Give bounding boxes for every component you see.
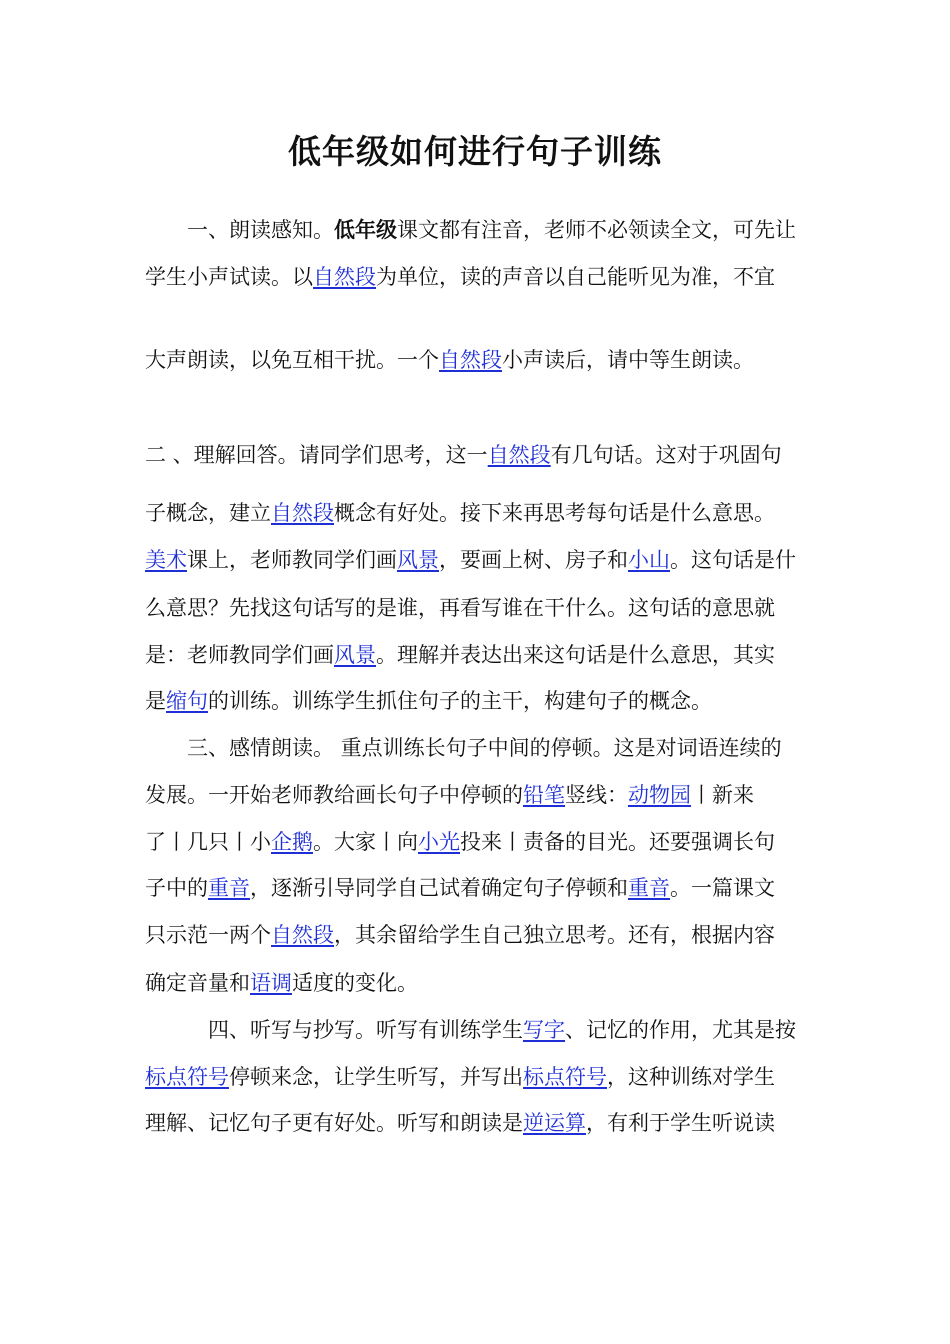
text-line (145, 215, 796, 245)
text-segment: 停顿来念，让学生听写，并写出 (229, 1065, 523, 1089)
text-line (145, 1062, 775, 1092)
text-segment: 发展。一开始老师教给画长句子中停顿的 (145, 783, 523, 807)
keyword-link[interactable]: 标点符号 (145, 1065, 229, 1089)
keyword-link[interactable]: 逆运算 (523, 1111, 586, 1135)
text-line (145, 640, 775, 670)
text-segment: 。大家丨向 (313, 830, 418, 854)
text-segment: 。理解并表达出来这句话是什么意思，其实 (376, 643, 775, 667)
keyword-link[interactable]: 标点符号 (523, 1065, 607, 1089)
text-line (145, 262, 775, 292)
text-segment: 二 、理解回答。请同学们思考，这一 (145, 443, 488, 467)
text-segment: 小声读后，请中等生朗读。 (502, 348, 754, 372)
text-line (145, 968, 418, 998)
text-segment: ，有利于学生听说读 (586, 1111, 775, 1135)
text-segment: 子概念，建立 (145, 501, 271, 525)
text-line (145, 873, 775, 903)
text-segment: 、记忆的作用，尤其是按 (565, 1018, 796, 1042)
text-line (145, 1108, 775, 1138)
text-segment: 学生小声试读。以 (145, 265, 313, 289)
bold-keyword: 低年级 (334, 217, 397, 242)
keyword-link[interactable]: 自然段 (313, 265, 376, 289)
text-segment: 大声朗读，以免互相干扰。一个 (145, 348, 439, 372)
text-segment: ，要画上树、房子和 (439, 548, 628, 572)
text-segment: 。一篇课文 (670, 876, 775, 900)
text-segment: 丨新来 (691, 783, 754, 807)
text-segment: 是 (145, 689, 166, 713)
keyword-link[interactable]: 重音 (628, 876, 670, 900)
keyword-link[interactable]: 小光 (418, 830, 460, 854)
text-segment: 有几句话。这对于巩固句 (550, 443, 782, 467)
text-line (145, 593, 775, 623)
text-segment: 子中的 (145, 876, 208, 900)
text-segment: 适度的变化。 (292, 971, 418, 995)
text-line (145, 780, 754, 810)
keyword-link[interactable]: 风景 (334, 643, 376, 667)
keyword-link[interactable]: 自然段 (271, 923, 334, 947)
text-segment: 四、听写与抄写。听写有训练学生 (145, 1018, 523, 1042)
keyword-link[interactable]: 铅笔 (523, 783, 565, 807)
text-segment: 理解、记忆句子更有好处。听写和朗读是 (145, 1111, 523, 1135)
keyword-link[interactable]: 自然段 (439, 348, 502, 372)
text-segment: ，这种训练对学生 (607, 1065, 775, 1089)
text-segment: 竖线： (565, 783, 628, 807)
text-line (145, 1015, 796, 1045)
text-segment: 确定音量和 (145, 971, 250, 995)
text-segment: 概念有好处。接下来再思考每句话是什么意思。 (334, 501, 775, 525)
text-segment: 课上，老师教同学们画 (187, 548, 397, 572)
text-line (145, 545, 796, 575)
text-segment: 。这句话是什 (670, 548, 796, 572)
text-line (145, 345, 754, 375)
text-segment: 三、感情朗读。 重点训练长句子中间的停顿。这是对词语连续的 (145, 736, 782, 760)
text-line (145, 686, 712, 716)
text-segment: 的训练。训练学生抓住句子的主干，构建句子的概念。 (208, 689, 712, 713)
text-segment: 投来丨责备的目光。还要强调长句 (460, 830, 775, 854)
text-segment: 是：老师教同学们画 (145, 643, 334, 667)
keyword-link[interactable]: 企鹅 (271, 830, 313, 854)
keyword-link[interactable]: 风景 (397, 548, 439, 572)
text-segment: 一、朗读感知。 (145, 218, 334, 242)
text-line (145, 920, 775, 950)
text-line (145, 827, 775, 857)
keyword-link[interactable]: 语调 (250, 971, 292, 995)
text-line (145, 440, 782, 470)
text-segment: 只示范一两个 (145, 923, 271, 947)
document-title: 低年级如何进行句子训练 (288, 132, 662, 171)
keyword-link[interactable]: 自然段 (487, 443, 551, 467)
keyword-link[interactable]: 动物园 (628, 783, 691, 807)
text-segment: ，逐渐引导同学自己试着确定句子停顿和 (250, 876, 628, 900)
text-segment: ，其余留给学生自己独立思考。还有，根据内容 (334, 923, 775, 947)
text-line (145, 498, 775, 528)
keyword-link[interactable]: 写字 (523, 1018, 565, 1042)
text-segment: 课文都有注音，老师不必领读全文，可先让 (397, 218, 796, 242)
keyword-link[interactable]: 缩句 (166, 689, 208, 713)
text-segment: 为单位，读的声音以自己能听见为准，不宜 (376, 265, 775, 289)
keyword-link[interactable]: 美术 (145, 548, 187, 572)
text-segment: 了丨几只丨小 (145, 830, 271, 854)
text-segment: 么意思？先找这句话写的是谁，再看写谁在干什么。这句话的意思就 (145, 596, 775, 620)
keyword-link[interactable]: 自然段 (271, 501, 334, 525)
keyword-link[interactable]: 小山 (628, 548, 670, 572)
keyword-link[interactable]: 重音 (208, 876, 250, 900)
text-line (145, 733, 782, 763)
